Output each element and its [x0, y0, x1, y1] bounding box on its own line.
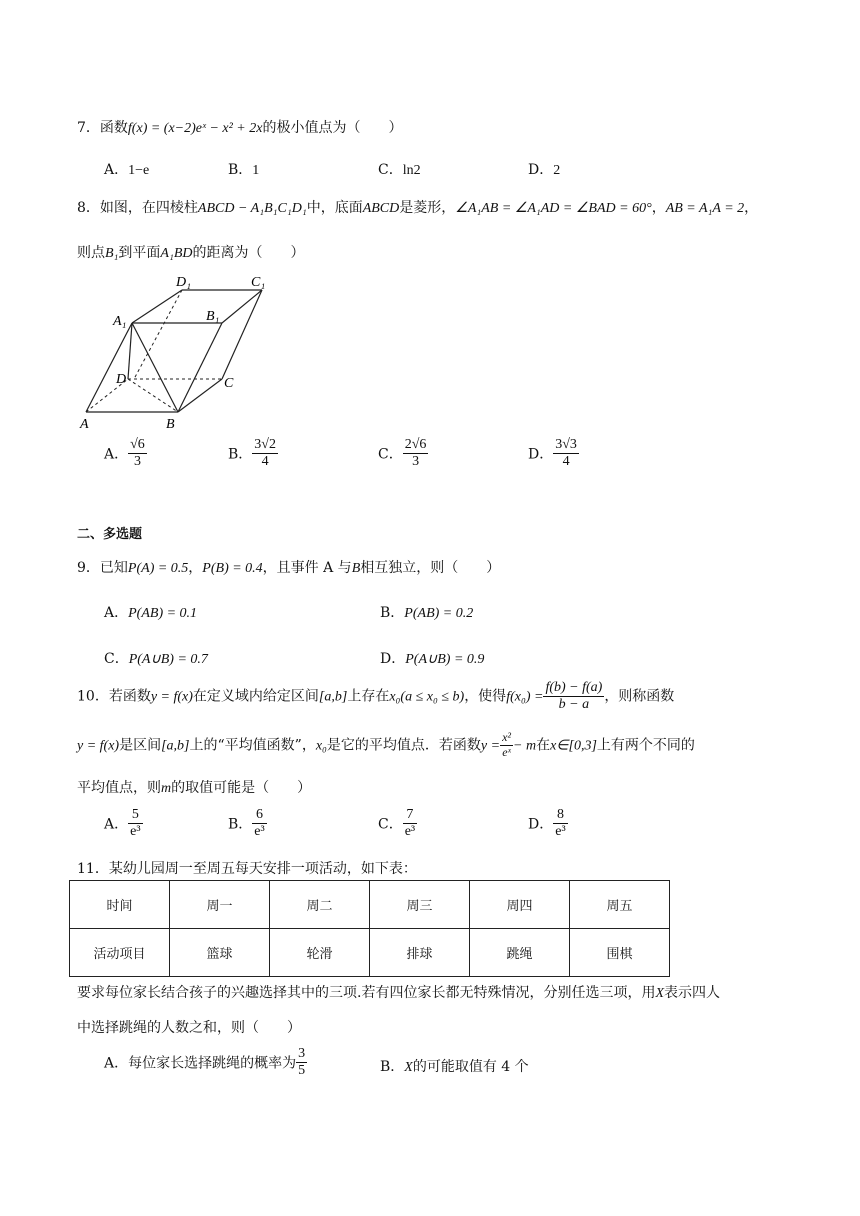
- q10-option-c: C． $\frac{7}{\text{e³}}$: [378, 807, 416, 840]
- question-11-text-line1: 要求每位家长结合孩子的兴趣选择其中的三项.若有四位家长都无特殊情况，分别任选三项，用X表示四人: [77, 985, 721, 1001]
- q8-option-c: C． $\frac{2√6}{3}$: [378, 437, 427, 470]
- q7-stem-pre: 函数: [99, 120, 128, 136]
- q10-option-b: B． $\frac{6}{\text{e³}}$: [228, 807, 265, 840]
- q8-option-d: D． $\frac{3√3}{4}$: [528, 437, 577, 470]
- question-8-line2: 则点B₁到平面A₁BD的距离为（ ）: [77, 245, 305, 261]
- table-cell: 周五: [570, 881, 670, 929]
- prism-figure: [70, 268, 270, 438]
- question-11-stem: 11．某幼儿园周一至周五每天安排一项活动，如下表：: [77, 861, 417, 877]
- table-cell: 排球: [370, 929, 470, 977]
- label-b1: B₁: [206, 309, 220, 324]
- q7-option-b: B．1: [228, 162, 260, 178]
- q7-option-a: A．1−e: [104, 162, 150, 178]
- q8-option-b: B． $\frac{3√2}{4}$: [228, 437, 276, 470]
- q9-option-d: D．P(A∪B) = 0.9: [380, 651, 485, 667]
- q9-option-b: B．P(AB) = 0.2: [380, 605, 474, 621]
- q11-option-b: B．X的可能取值有 4 个: [380, 1059, 529, 1075]
- table-cell: 跳绳: [470, 929, 570, 977]
- label-a1: A₁: [113, 314, 127, 329]
- q10-option-a: A． $\frac{5}{\text{e³}}$: [104, 807, 141, 840]
- activity-table: [69, 880, 670, 977]
- question-7: [77, 117, 402, 137]
- question-10-line3: 平均值点，则m的取值可能是（ ）: [77, 780, 312, 796]
- table-cell: 周一: [170, 881, 270, 929]
- label-d: D: [116, 372, 127, 387]
- q8-lengths: AB = A₁A = 2: [665, 201, 745, 216]
- label-c1: C₁: [251, 275, 266, 290]
- table-row: [70, 929, 670, 977]
- table-cell: 周四: [470, 881, 570, 929]
- section-heading-multiple-choice: 二、多选题: [77, 527, 143, 542]
- question-10-line2: y = f(x)是区间[a,b]上的“平均值函数”，x₀是它的平均值点．若函数y = $\frac{\text{x²}}{\text{eˣ}}$ − m在x∈[0,3]上有两个不同的: [77, 730, 695, 759]
- question-11-text-line2: 中选择跳绳的人数之和，则（ ）: [77, 1020, 301, 1036]
- q8-point: B₁: [105, 246, 119, 261]
- label-d1: D₁: [176, 275, 191, 290]
- question-9: 9．已知P(A) = 0.5，P(B) = 0.4，且事件 A 与B相互独立，则（ ）: [77, 560, 501, 576]
- table-cell: 周二: [270, 881, 370, 929]
- table-cell: 时间: [70, 881, 170, 929]
- label-c: C: [224, 376, 234, 391]
- table-cell: 轮滑: [270, 929, 370, 977]
- q11-option-a: A．每位家长选择跳绳的概率为 $\frac{3}{5}$: [104, 1046, 306, 1079]
- question-8-line1: 8．如图，在四棱柱ABCD − A₁B₁C₁D₁中，底面ABCD是菱形，∠A₁AB = ∠A₁AD = ∠BAD = 60°，AB = A₁A = 2，: [77, 200, 759, 216]
- label-a: A: [80, 417, 89, 432]
- q8-option-a: A． $\frac{√6}{3}$: [104, 437, 145, 470]
- q9-option-c: C．P(A∪B) = 0.7: [104, 651, 208, 667]
- label-b: B: [166, 417, 175, 432]
- q7-option-c: C．ln2: [378, 162, 421, 178]
- table-cell: 篮球: [170, 929, 270, 977]
- q7-formula: f(x) = (x−2)eˣ − x² + 2x: [127, 121, 263, 136]
- q8-angles: ∠A₁AB = ∠A₁AD = ∠BAD = 60°: [455, 201, 652, 216]
- table-cell: 围棋: [570, 929, 670, 977]
- q8-base: ABCD: [362, 201, 400, 216]
- q7-option-d: D．2: [528, 162, 561, 178]
- q8-plane: A₁BD: [160, 246, 193, 261]
- question-10-line1: 10．若函数y = f(x)在定义域内给定区间[a,b]上存在x₀(a ≤ x₀ ≤ b)，使得f(x₀) = $\frac{f(b) - f(a)}{b - a}$ ，则称函数: [77, 680, 675, 713]
- q7-stem-post: 的极小值点为（ ）: [262, 120, 403, 136]
- q10-option-d: D． $\frac{8}{\text{e³}}$: [528, 807, 566, 840]
- q7-number: 7．: [77, 120, 100, 136]
- table-cell: 活动项目: [70, 929, 170, 977]
- q9-option-a: A．P(AB) = 0.1: [104, 605, 198, 621]
- q8-prism: ABCD − A₁B₁C₁D₁: [197, 201, 307, 216]
- table-row: [70, 881, 670, 929]
- table-cell: 周三: [370, 881, 470, 929]
